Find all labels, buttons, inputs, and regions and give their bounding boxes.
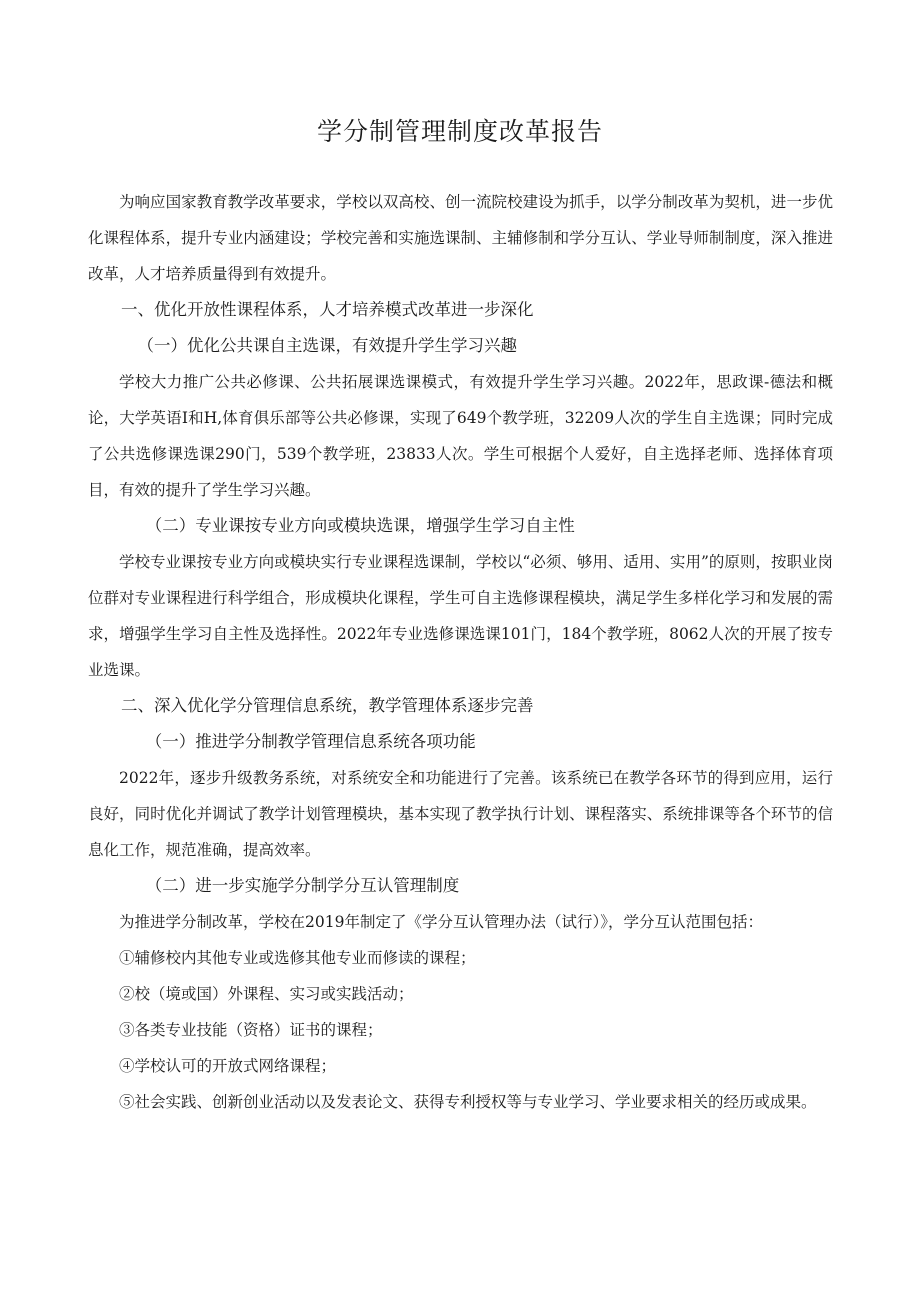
section-2-heading: 二、深入优化学分管理信息系统，教学管理体系逐步完善 (121, 696, 534, 715)
section-2-sub-1-heading: （一）推进学分制教学管理信息系统各项功能 (145, 732, 476, 751)
document-title: 学分制管理制度改革报告 (316, 117, 603, 146)
list-item: ⑤社会实践、创新创业活动以及发表论文、获得专利授权等与专业学习、学业要求相关的经历或成果。 (119, 1093, 817, 1111)
list-item: ③各类专业技能（资格）证书的课程； (119, 1021, 383, 1039)
section-1-heading: 一、优化开放性课程体系，人才培养模式改革进一步深化 (121, 300, 534, 319)
list-item: ①辅修校内其他专业或选修其他专业而修读的课程； (119, 949, 476, 967)
section-1-sub-1-paragraph: 学校大力推广公共必修课、公共拓展课选课模式，有效提升学生学习兴趣。2022年，思政课-德法和概论，大学英语I和H,体育俱乐部等公共必修课，实现了649个教学班，32209人次的学生自主选课；同时完成了公共选修课选课290门，539个教学班，23833人次。学生可根据个人爱好，自主选择老师、选择体育项目，有效的提升了学生学习兴趣。 (88, 373, 833, 499)
section-1-sub-2-paragraph: 学校专业课按专业方向或模块实行专业课程选课制，学校以“必须、够用、适用、实用”的原则，按职业岗位群对专业课程进行科学组合，形成模块化课程，学生可自主选修课程模块，满足学生多样化学习和发展的需求，增强学生学习自主性及选择性。2022年专业选修课选课101门，184个教学班，8062人次的开展了按专业选课。 (88, 553, 833, 679)
section-2-sub-2-heading: （二）进一步实施学分制学分互认管理制度 (145, 876, 460, 895)
section-2-sub-2-paragraph: 为推进学分制改革，学校在2019年制定了《学分互认管理办法（试行）》，学分互认范围包括： (119, 913, 763, 931)
section-2-sub-1-paragraph: 2022年，逐步升级教务系统，对系统安全和功能进行了完善。该系统已在教学各环节的得到应用，运行良好，同时优化并调试了教学计划管理模块，基本实现了教学执行计划、课程落实、系统排课等各个环节的信息化工作，规范准确，提高效率。 (88, 769, 833, 859)
section-1-sub-1-heading: （一）优化公共课自主选课，有效提升学生学习兴趣 (137, 336, 517, 355)
document-body (88, 184, 833, 1120)
intro-paragraph: 为响应国家教育教学改革要求，学校以双高校、创一流院校建设为抓手，以学分制改革为契机，进一步优化课程体系，提升专业内涵建设；学校完善和实施选课制、主辅修制和学分互认、学业导师制制度，深入推进改革，人才培养质量得到有效提升。 (88, 193, 833, 283)
section-1-sub-2-heading: （二）专业课按专业方向或模块选课，增强学生学习自主性 (145, 516, 575, 535)
list-item: ④学校认可的开放式网络课程； (119, 1057, 337, 1075)
list-item: ②校（境或国）外课程、实习或实践活动； (119, 985, 414, 1003)
